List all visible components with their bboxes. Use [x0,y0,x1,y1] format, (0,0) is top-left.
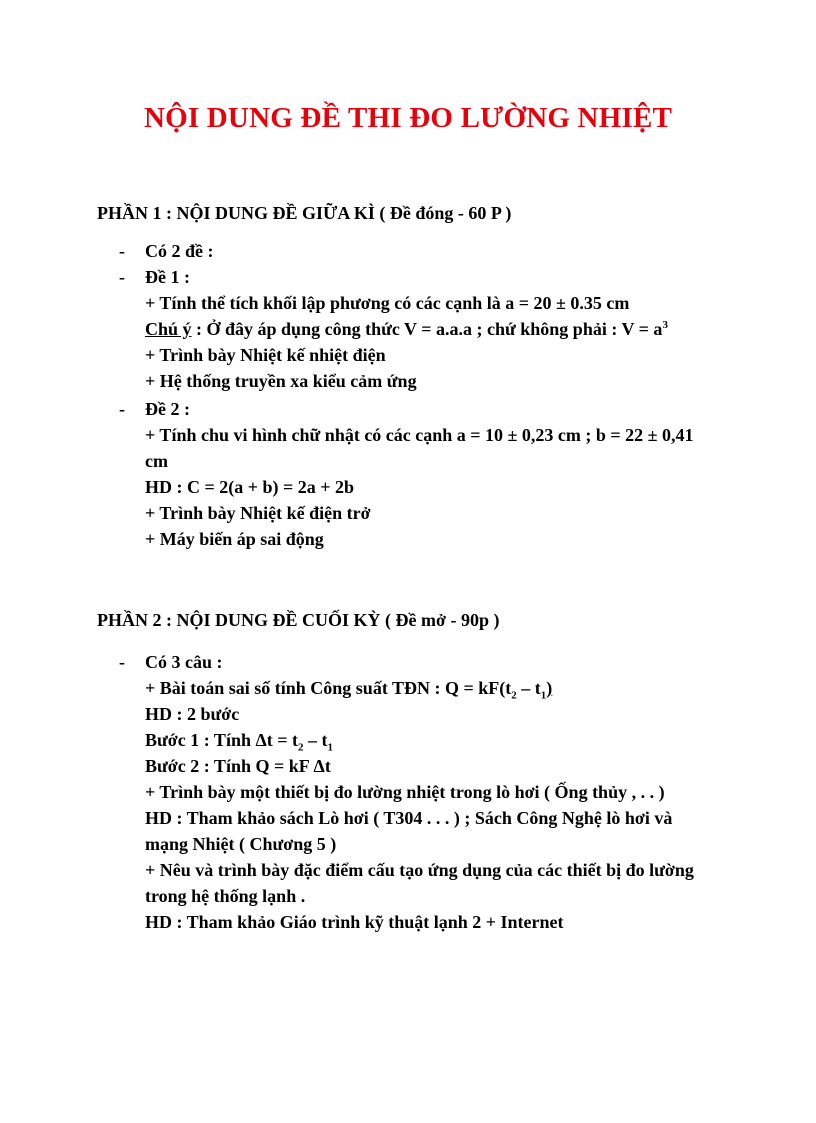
list-item [119,266,190,288]
part1-bullet-text: Có 2 đề : [145,241,214,261]
formula-line [145,729,333,754]
text-line: + Trình bày Nhiệt kế điện trở [145,503,371,523]
subscript: 2 [298,741,304,754]
text-line: mạng Nhiệt ( Chương 5 ) [145,834,337,854]
text-line: HD : 2 bước [145,704,240,724]
note-superscript: 3 [662,319,668,331]
subscript: 1 [327,741,333,754]
formula-line [145,677,553,702]
part1-bullet-text: Đề 1 : [145,267,190,287]
formula-text: + Bài toán sai số tính Công suất TĐN : Q = kF(t [145,678,512,698]
part1-bullet-text: Đề 2 : [145,399,190,419]
part2-bullet-text: Có 3 câu : [145,652,223,672]
text-line: + Trình bày một thiết bị đo lường nhiệt trong lò hơi ( Ống thủy , . . ) [145,782,665,802]
dash: - [119,399,125,419]
text-line: HD : C = 2(a + b) = 2a + 2b [145,477,355,497]
text-line: cm [145,451,168,471]
text-line: + Tính thể tích khối lập phương có các cạnh là a = 20 ± 0.35 cm [145,293,630,313]
part1-heading: PHẦN 1 : NỘI DUNG ĐỀ GIỮA KÌ ( Đề đóng - 60 P ) [97,203,512,223]
text-line: HD : Tham khảo Giáo trình kỹ thuật lạnh 2 + Internet [145,912,564,932]
formula-text: – t [516,678,541,698]
dash: - [119,241,125,261]
text-line: + Hệ thống truyền xa kiểu cảm ứng [145,371,417,391]
text-line: + Tính chu vi hình chữ nhật có các cạnh a = 10 ± 0,23 cm ; b = 22 ± 0,41 [145,425,694,445]
list-item [119,651,223,673]
list-item [119,398,190,420]
text-line: + Máy biến áp sai động [145,529,324,549]
note-line [145,318,668,340]
formula-text: Bước 1 : Tính Δt = t [145,730,298,750]
formula-text: – t [303,730,328,750]
text-line: + Nêu và trình bày đặc điểm cấu tạo ứng dụng của các thiết bị đo lường [145,860,694,880]
text-line: HD : Tham khảo sách Lò hơi ( T304 . . . ) ; Sách Công Nghệ lò hơi và [145,808,673,828]
list-item [119,240,214,262]
subscript: 2 [511,689,517,702]
note-text: : Ở đây áp dụng công thức V = a.a.a ; chứ không phải : V = a [191,319,663,339]
page-title: NỘI DUNG ĐỀ THI ĐO LƯỜNG NHIỆT [143,102,673,134]
note-label: Chú ý [145,319,192,339]
text-line: + Trình bày Nhiệt kế nhiệt điện [145,345,386,365]
text-line: trong hệ thống lạnh . [145,886,306,906]
dash: - [119,267,125,287]
subscript: 1 [540,689,547,702]
part2-heading: PHẦN 2 : NỘI DUNG ĐỀ CUỐI KỲ ( Đề mở - 90p ) [97,610,500,630]
formula-text: ) [546,678,553,698]
dash: - [119,652,125,672]
text-line: Bước 2 : Tính Q = kF Δt [145,756,331,776]
